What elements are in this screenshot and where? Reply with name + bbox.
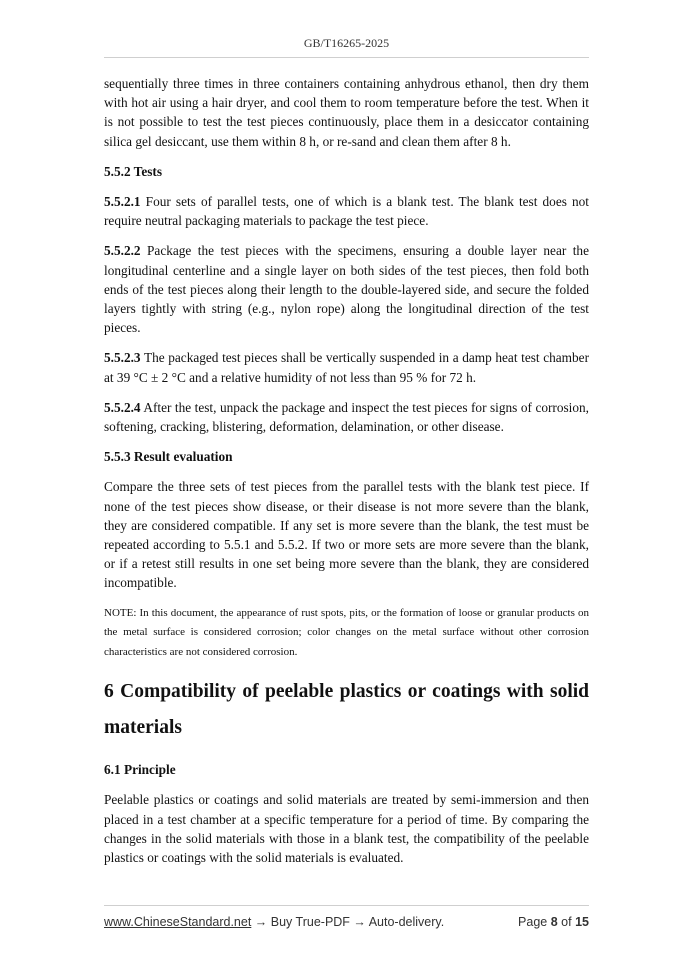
footer-divider (104, 905, 589, 906)
paragraph-result-evaluation: Compare the three sets of test pieces from the parallel tests with the blank test piece. If none of the test pieces show disease, or their disease is not more severe than the blank, they are considered compatible. If any set is more severe than the blank, the test must be repeated according to 5.5.1 and 5.5.2. If two or more sets are more severe than the blank, or if a retest still results in one set being more severe than the blank, they are considered incompatible. (104, 479, 589, 591)
header-divider (104, 57, 589, 58)
page-footer (104, 915, 589, 935)
page-current: 8 (550, 915, 558, 929)
clause-number: 5.5.2.4 (104, 399, 141, 415)
clause-number: 5.5.2.3 (104, 350, 141, 366)
page-of: of (561, 915, 572, 929)
clause-number: 5.5.2.1 (104, 194, 141, 210)
page-total: 15 (575, 915, 589, 929)
document-id-header: GB/T16265-2025 (303, 36, 390, 50)
footer-promo-text: → Buy True-PDF → Auto-delivery. (251, 915, 445, 929)
website-link[interactable]: www.ChineseStandard.net (104, 915, 252, 929)
note: NOTE: In this document, the appearance of rust spots, pits, or the formation of loose or granular products on the metal surface is considered corrosion; color changes on the metal surface without other corrosion characteristics are not considered corrosion. (104, 606, 589, 658)
heading-6-1: 6.1 Principle (104, 762, 176, 778)
clause-text: After the test, unpack the package and inspect the test pieces for signs of corrosion, softening, cracking, blistering, deformation, delamination, or other disease. (104, 399, 589, 435)
clause-text: The packaged test pieces shall be vertically suspended in a damp heat test chamber at 39 °C ± 2 °C and a relative humidity of not less than 95 % for 72 h. (104, 350, 589, 385)
clause-text: Four sets of parallel tests, one of which is a blank test. The blank test does not require neutral packaging materials to package the test piece. (104, 194, 589, 229)
clause-text: Package the test pieces with the specimens, ensuring a double layer near the longitudinal centerline and a single layer on both sides of the test pieces, then fold both ends of the test pieces along their length to the double-layered side, and secure the folded layers tightly with string (e.g., nylon rope) along the longitudinal direction of the test pieces. (104, 243, 589, 336)
page-label: Page (518, 915, 548, 929)
footer-promo (104, 915, 444, 929)
clause-5-5-2-1 (104, 192, 589, 230)
section-6-title: 6 Compatibility of peelable plastics or coatings with solid materials (104, 681, 589, 739)
clause-5-5-2-3 (104, 348, 589, 386)
page-body (104, 74, 589, 878)
clause-number: 5.5.2.2 (104, 243, 141, 259)
clause-5-5-2-2 (104, 241, 589, 337)
paragraph-principle: Peelable plastics or coatings and solid materials are treated by semi-immersion and then placed in a test chamber at a specific temperature for a period of time. By comparing the changes in the solid materials with those in a blank test, the compatibility of the peelable plastics or coatings with the solid materials is evaluated. (104, 792, 589, 865)
clause-5-5-2-4 (104, 398, 589, 436)
paragraph-continuation: sequentially three times in three containers containing anhydrous ethanol, then dry them with hot air using a hair dryer, and cool them to room temperature before the test. When it is not possible to test the test pieces continuously, place them in a desiccator containing silica gel desiccant, use them within 8 h, or re-sand and clean them after 8 h. (104, 76, 589, 149)
heading-5-5-2: 5.5.2 Tests (104, 163, 163, 179)
heading-5-5-3: 5.5.3 Result evaluation (104, 449, 233, 465)
page-number (518, 915, 589, 929)
